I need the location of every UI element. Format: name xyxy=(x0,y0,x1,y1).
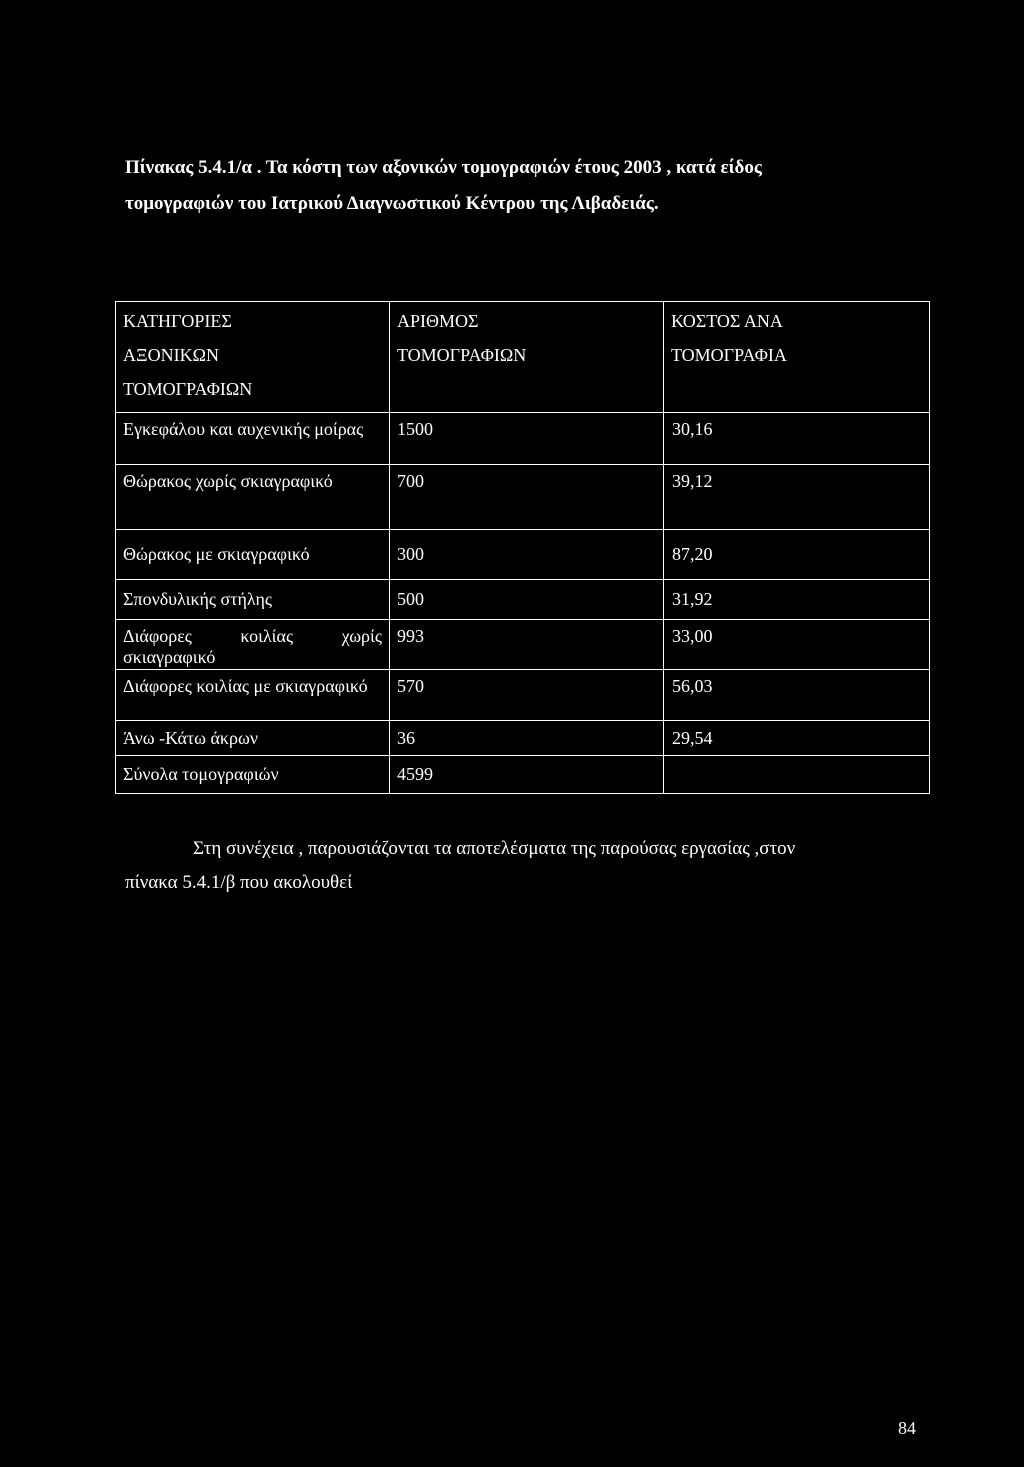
total-cost xyxy=(664,756,930,794)
header-count: ΑΡΙΘΜΟΣ ΤΟΜΟΓΡΑΦΙΩΝ xyxy=(390,302,664,413)
total-count: 4599 xyxy=(390,756,664,794)
row-cost: 30,16 xyxy=(664,413,930,465)
caption-line-2: τομογραφιών του Ιατρικού Διαγνωστικού Κέντρου της Λιβαδειάς. xyxy=(125,193,659,214)
table-row xyxy=(116,465,930,530)
table-row xyxy=(116,530,930,580)
row-category: Σπονδυλικής στήλης xyxy=(116,580,390,620)
row-count: 36 xyxy=(390,721,664,756)
row-cost: 29,54 xyxy=(664,721,930,756)
row-category: Άνω -Κάτω άκρων xyxy=(116,721,390,756)
table-row xyxy=(116,721,930,756)
row-count: 300 xyxy=(390,530,664,580)
row-category: Εγκεφάλου και αυχενικής μοίρας xyxy=(116,413,390,465)
row-cost: 56,03 xyxy=(664,670,930,721)
row-cost: 87,20 xyxy=(664,530,930,580)
header-cost: ΚΟΣΤΟΣ ΑΝΑ ΤΟΜΟΓΡΑΦΙΑ xyxy=(664,302,930,413)
table-row xyxy=(116,670,930,721)
row-cost: 39,12 xyxy=(664,465,930,530)
ct-costs-table xyxy=(115,301,930,794)
paragraph-line-2: πίνακα 5.4.1/β που ακολουθεί xyxy=(125,872,353,893)
total-label: Σύνολα τομογραφιών xyxy=(116,756,390,794)
table-caption xyxy=(125,150,925,222)
paragraph-line-1: Στη συνέχεια , παρουσιάζονται τα αποτελέσματα της παρούσας εργασίας ,στον xyxy=(193,838,796,859)
row-count: 993 xyxy=(390,620,664,670)
row-count: 500 xyxy=(390,580,664,620)
row-category: Διάφορες κοιλίας με σκιαγραφικό xyxy=(116,670,390,721)
row-count: 570 xyxy=(390,670,664,721)
row-category: Θώρακος με σκιαγραφικό xyxy=(116,530,390,580)
table-row xyxy=(116,580,930,620)
table-row xyxy=(116,413,930,465)
row-category: Θώρακος χωρίς σκιαγραφικό xyxy=(116,465,390,530)
row-cost: 31,92 xyxy=(664,580,930,620)
table-total-row xyxy=(116,756,930,794)
caption-line-1: Πίνακας 5.4.1/α . Τα κόστη των αξονικών τομογραφιών έτους 2003 , κατά είδος xyxy=(125,157,762,178)
row-count: 700 xyxy=(390,465,664,530)
table-row xyxy=(116,620,930,670)
row-category: Διάφορες κοιλίας χωρίς σκιαγραφικό xyxy=(116,620,390,670)
row-cost: 33,00 xyxy=(664,620,930,670)
row-count: 1500 xyxy=(390,413,664,465)
table-header-row xyxy=(116,302,930,413)
body-paragraph xyxy=(125,832,905,900)
page-number: 84 xyxy=(898,1418,916,1438)
header-category: ΚΑΤΗΓΟΡΙΕΣ ΑΞΟΝΙΚΩΝ ΤΟΜΟΓΡΑΦΙΩΝ xyxy=(116,302,390,413)
